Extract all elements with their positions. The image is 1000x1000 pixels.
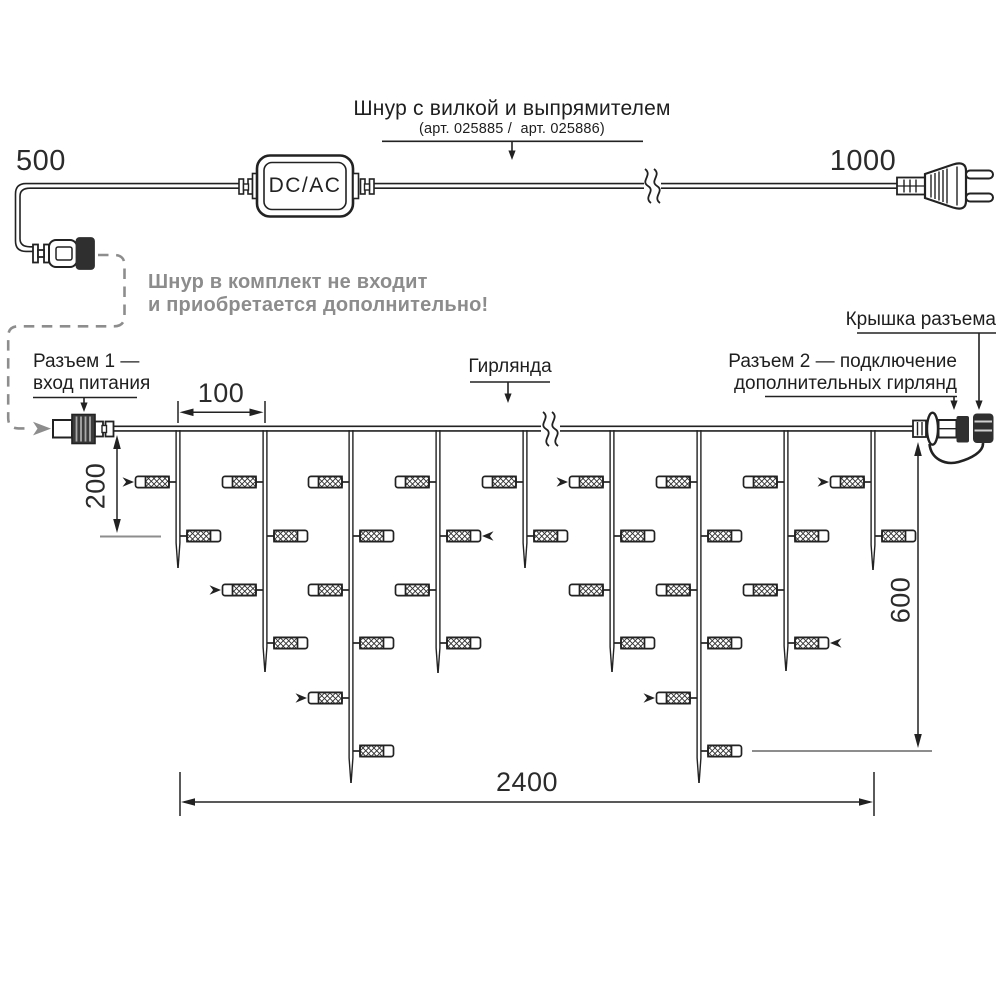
led-bulb <box>701 745 742 756</box>
connector2-label-line1: Разъем 2 — подключение <box>728 351 957 372</box>
cord-break-icon <box>645 169 660 203</box>
connector2-label-line2: дополнительных гирлянд <box>733 373 957 394</box>
led-bulb <box>614 637 655 648</box>
icicle-drop <box>396 430 494 673</box>
led-bulb <box>396 584 437 595</box>
led-bulb <box>309 584 350 595</box>
dim-label-500: 500 <box>16 145 66 177</box>
cord-subtitle: (арт. 025885 / арт. 025886) <box>419 121 605 137</box>
led-bulb <box>440 530 494 541</box>
icicle-drop <box>818 430 916 570</box>
bulb-direction-arrow <box>296 693 308 702</box>
led-bulb <box>657 476 698 487</box>
bulb-direction-arrow <box>557 477 569 486</box>
connector2-tether <box>930 443 984 463</box>
cord-end-connector <box>33 238 94 269</box>
led-bulb <box>788 637 842 648</box>
garland-wire <box>113 426 913 431</box>
bulb-direction-arrow <box>210 585 222 594</box>
led-bulb <box>701 637 742 648</box>
icicle-drop <box>744 430 842 671</box>
icicle-drop <box>210 430 308 672</box>
power-cord <box>16 184 898 252</box>
led-bulb <box>353 637 394 648</box>
bulb-direction-arrow <box>644 693 656 702</box>
connector1 <box>53 415 114 444</box>
icicle-drops-layer <box>123 430 916 783</box>
cap-label: Крышка разъема <box>845 309 996 330</box>
plug-in-direction-arrow <box>33 422 51 436</box>
note-line2: и приобретается дополнительно! <box>148 294 489 316</box>
icicle-drop <box>296 430 394 783</box>
garland-label: Гирлянда <box>468 356 552 377</box>
led-bulb <box>570 584 611 595</box>
led-bulb <box>440 637 481 648</box>
led-bulb <box>875 530 916 541</box>
external-cord-dashed-path <box>8 255 124 435</box>
cord-title-leader <box>382 141 643 160</box>
led-bulb <box>557 476 611 487</box>
icicle-drop <box>557 430 655 672</box>
led-bulb <box>644 692 698 703</box>
bulb-direction-arrow <box>123 477 135 486</box>
wire-break-icon <box>543 412 558 446</box>
connector-cap-icon <box>973 414 994 444</box>
connector2 <box>913 413 994 463</box>
led-bulb <box>483 476 524 487</box>
led-bulb <box>296 692 350 703</box>
led-bulb <box>527 530 568 541</box>
connector1-label-line1: Разъем 1 — <box>33 351 140 372</box>
led-bulb <box>744 476 785 487</box>
led-bulb <box>353 530 394 541</box>
dcac-label: DC/AC <box>268 174 342 197</box>
led-bulb <box>744 584 785 595</box>
cord-title: Шнур с вилкой и выпрямителем <box>353 97 671 120</box>
note-line1: Шнур в комплект не входит <box>148 271 428 293</box>
icicle-drop <box>644 430 742 783</box>
dim-label-2400: 2400 <box>495 767 559 797</box>
icicle-drop <box>123 430 221 568</box>
bulb-direction-arrow <box>830 638 842 647</box>
led-bulb <box>818 476 872 487</box>
dim-label-600: 600 <box>885 576 916 624</box>
led-bulb <box>267 530 308 541</box>
led-bulb <box>180 530 221 541</box>
led-bulb <box>353 745 394 756</box>
led-bulb <box>701 530 742 541</box>
led-bulb <box>396 476 437 487</box>
icicle-drop <box>483 430 568 568</box>
bulb-direction-arrow <box>818 477 830 486</box>
led-bulb <box>309 476 350 487</box>
dim-label-1000: 1000 <box>829 145 897 177</box>
dim-label-100: 100 <box>197 378 245 408</box>
dim-label-200: 200 <box>80 462 111 510</box>
bulb-direction-arrow <box>482 531 494 540</box>
led-bulb <box>123 476 177 487</box>
led-bulb <box>210 584 264 595</box>
led-bulb <box>614 530 655 541</box>
mains-plug-icon <box>897 163 993 208</box>
led-bulb <box>267 637 308 648</box>
led-bulb <box>788 530 829 541</box>
led-bulb <box>657 584 698 595</box>
led-bulb <box>223 476 264 487</box>
connector1-label-line2: вход питания <box>33 373 151 394</box>
